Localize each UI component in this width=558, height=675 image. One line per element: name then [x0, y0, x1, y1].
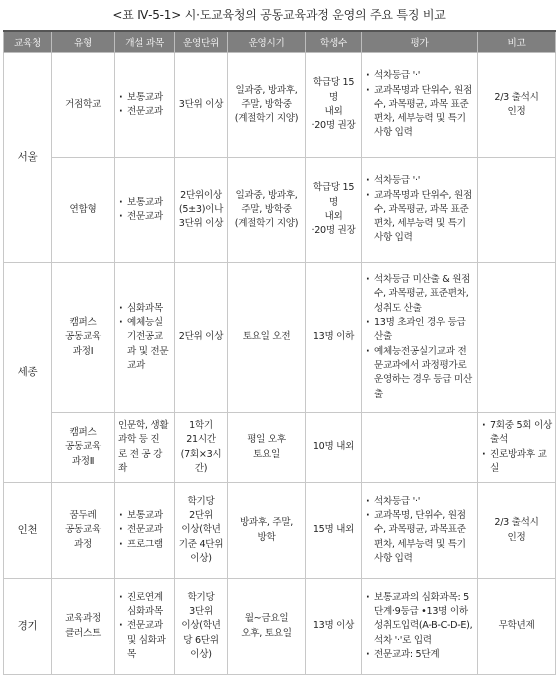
header-notes: 비고	[478, 31, 556, 53]
unit-cell: 학기당 3단위 이상(학년 당 6단위 이상)	[175, 579, 228, 675]
evaluation-item: · 석차등급 '·'	[365, 69, 474, 83]
subjects-cell	[115, 579, 175, 675]
time-cell: 월~금요일 오후, 토요일	[228, 579, 306, 675]
students-cell: 학급당 15명 내외 ·20명 권장	[306, 53, 362, 158]
evaluation-item: · 교과목명, 단위수, 원점수, 과목평균, 과목표준편차, 세부능력 및 특기사항 입력	[365, 509, 474, 566]
evaluation-cell	[362, 413, 478, 483]
notes-cell	[478, 158, 556, 263]
region-cell: 경기	[4, 579, 52, 675]
note-item: · 7회중 5회 이상 출석	[481, 419, 552, 448]
students-cell: 13명 이하	[306, 263, 362, 413]
evaluation-item: · 석차등급 미산출 & 원점수, 과목평균, 표준편차, 성취도 산출	[365, 273, 474, 316]
header-subjects: 개설 과목	[115, 31, 175, 53]
unit-cell: 1학기 21시간 (7회×3시간)	[175, 413, 228, 483]
time-cell: 토요일 오전	[228, 263, 306, 413]
header-unit: 운영단위	[175, 31, 228, 53]
evaluation-item: · 석차등급 '·'	[365, 174, 474, 188]
evaluation-cell	[362, 53, 478, 158]
time-cell: 일과중, 방과후, 주말, 방학중 (계절학기 지양)	[228, 53, 306, 158]
type-cell: 거점학교	[52, 53, 115, 158]
subject-item: · 심화과목	[118, 302, 171, 316]
table-row	[4, 413, 556, 483]
students-cell: 학급당 15명 내외 ·20명 권장	[306, 158, 362, 263]
type-cell: 교육과정 클러스트	[52, 579, 115, 675]
unit-cell: 3단위 이상	[175, 53, 228, 158]
evaluation-cell	[362, 158, 478, 263]
evaluation-item: · 석차등급 '·'	[365, 495, 474, 509]
time-cell: 평일 오후 토요일	[228, 413, 306, 483]
notes-cell	[478, 413, 556, 483]
evaluation-item: · 교과목명과 단위수, 원점수, 과목평균, 과목 표준편차, 세부능력 및 특기 사항 입력	[365, 189, 474, 246]
subject-item: · 전문교과	[118, 523, 171, 537]
header-students: 학생수	[306, 31, 362, 53]
subject-item: · 보통교과	[118, 91, 171, 105]
subject-item: · 프로그램	[118, 538, 171, 552]
table-row	[4, 158, 556, 263]
type-cell: 캠퍼스 공동교육 과정Ⅱ	[52, 413, 115, 483]
notes-cell: 무학년제	[478, 579, 556, 675]
evaluation-cell	[362, 483, 478, 579]
table-row	[4, 263, 556, 413]
comparison-table	[3, 30, 556, 675]
notes-cell: 2/3 출석시 인정	[478, 483, 556, 579]
type-cell: 연합형	[52, 158, 115, 263]
subjects-cell	[115, 158, 175, 263]
evaluation-item: · 보통교과의 심화과목: 5단계·9등급 •13명 이하 성취도입력(A-B-C-D-E), 석차 '·'로 입력	[365, 591, 474, 648]
evaluation-cell	[362, 579, 478, 675]
region-cell: 인천	[4, 483, 52, 579]
type-cell: 꿈두레 공동교육 과정	[52, 483, 115, 579]
evaluation-item: · 교과목명과 단위수, 원점수, 과목평균, 과목 표준편차, 세부능력 및 특기 사항 입력	[365, 84, 474, 141]
notes-cell: 2/3 출석시 인정	[478, 53, 556, 158]
header-row	[4, 31, 556, 53]
subject-item: · 전문교과	[118, 210, 171, 224]
subject-item: · 예체능실기전공교과 및 전문교과	[118, 316, 171, 373]
evaluation-item: · 13명 초과인 경우 등급 산출	[365, 316, 474, 345]
students-cell: 15명 내외	[306, 483, 362, 579]
time-cell: 일과중, 방과후, 주말, 방학중 (계절학기 지양)	[228, 158, 306, 263]
note-item: · 진로방과후 교실	[481, 448, 552, 477]
header-region: 교육청	[4, 31, 52, 53]
subjects-cell: 인문학, 생활 과학 등 진 로 전 공 강좌	[115, 413, 175, 483]
evaluation-cell	[362, 263, 478, 413]
subject-item: · 전문교과 및 심화과목	[118, 619, 171, 662]
notes-cell	[478, 263, 556, 413]
header-evaluation: 평가	[362, 31, 478, 53]
evaluation-item: · 전문교과: 5단계	[365, 648, 474, 662]
subject-item: · 보통교과	[118, 196, 171, 210]
region-cell: 세종	[4, 263, 52, 483]
header-type: 유형	[52, 31, 115, 53]
subjects-cell	[115, 53, 175, 158]
students-cell: 13명 이상	[306, 579, 362, 675]
table-row	[4, 579, 556, 675]
table-row	[4, 53, 556, 158]
time-cell: 방과후, 주말, 방학	[228, 483, 306, 579]
unit-cell: 2단위이상 (5±3)이나 3단위 이상	[175, 158, 228, 263]
unit-cell: 2단위 이상	[175, 263, 228, 413]
type-cell: 캠퍼스 공동교육 과정Ⅰ	[52, 263, 115, 413]
evaluation-item: · 예체능전공실기교과 전문교과에서 과정평가로 운영하는 경우 등급 미산출	[365, 345, 474, 402]
subject-item: · 보통교과	[118, 509, 171, 523]
subject-item: · 진로연계 심화과목	[118, 591, 171, 620]
header-time: 운영시기	[228, 31, 306, 53]
region-cell: 서울	[4, 53, 52, 263]
table-caption: <표 Ⅳ-5-1> 시·도교육청의 공동교육과정 운영의 주요 특징 비교	[112, 8, 446, 22]
students-cell: 10명 내외	[306, 413, 362, 483]
unit-cell: 학기당 2단위 이상(학년 기준 4단위 이상)	[175, 483, 228, 579]
subjects-cell	[115, 483, 175, 579]
table-row	[4, 483, 556, 579]
subject-item: · 전문교과	[118, 105, 171, 119]
subjects-cell	[115, 263, 175, 413]
